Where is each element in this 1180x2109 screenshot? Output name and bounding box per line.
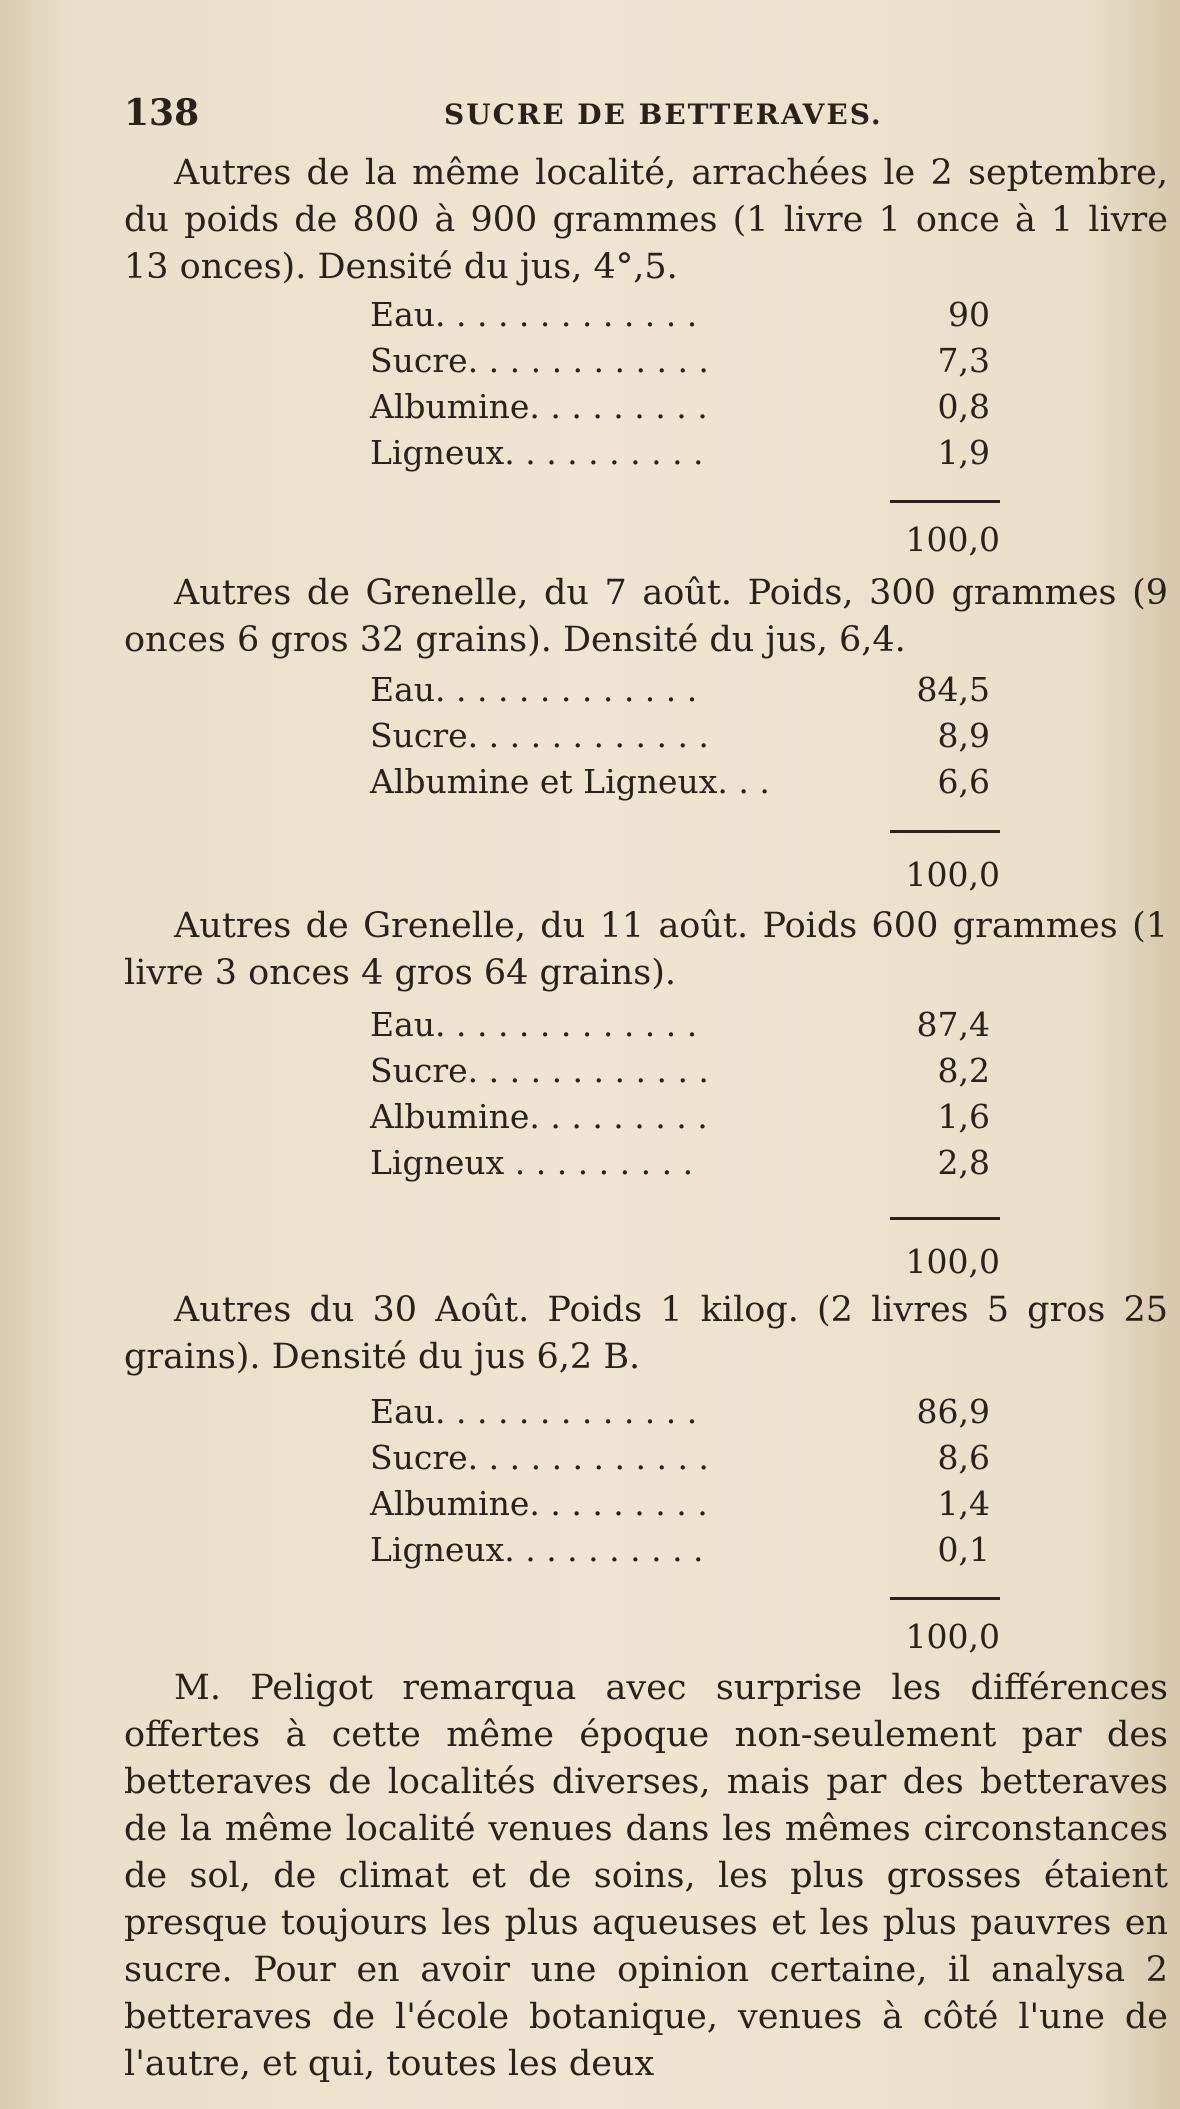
row-label: Sucre. . . . . . . . . . . . bbox=[370, 1438, 709, 1477]
row-value: 86,9 bbox=[916, 1392, 990, 1431]
table-row bbox=[370, 1051, 1010, 1097]
paragraph-5: M. Peligot remarqua avec surprise les différences offertes à cette même époque non-seulement par des betteraves de localités diverses, mais par des betteraves de la même localité venues dans les mêmes circonstances de sol, de climat et de soins, les plus grosses étaient presque toujours les plus aqueuses et les plus pauvres en sucre. Pour en avoir une opinion certaine, il analysa 2 betteraves de l'école botanique, venues à côté l'une de l'autre, et qui, toutes les deux bbox=[124, 1668, 1168, 2084]
paragraph-1: Autres de la même localité, arrachées le 2 septembre, du poids de 800 à 900 grammes (1 livre 1 once à 1 livre 13 onces). Densité du jus, 4°,5. bbox=[124, 153, 1168, 287]
row-value: 0,1 bbox=[937, 1530, 990, 1569]
table-row bbox=[370, 1143, 1010, 1189]
table-total: 100,0 bbox=[905, 855, 1000, 894]
row-value: 7,3 bbox=[937, 341, 990, 380]
row-label: Albumine. . . . . . . . . bbox=[370, 387, 708, 426]
composition-table-1 bbox=[370, 295, 1010, 559]
table-row bbox=[370, 295, 1010, 341]
table-total: 100,0 bbox=[905, 1242, 1000, 1281]
running-title: SUCRE DE BETTERAVES. bbox=[444, 98, 883, 131]
sum-rule bbox=[890, 1597, 1000, 1600]
composition-table-4 bbox=[370, 1392, 1010, 1656]
page-header bbox=[124, 92, 1124, 138]
composition-table-2 bbox=[370, 670, 1010, 894]
row-label: Eau. . . . . . . . . . . . . bbox=[370, 1392, 698, 1431]
row-label: Eau. . . . . . . . . . . . . bbox=[370, 1005, 698, 1044]
composition-table-3 bbox=[370, 1005, 1010, 1281]
row-value: 90 bbox=[948, 295, 990, 334]
paragraph-2: Autres de Grenelle, du 7 août. Poids, 300 grammes (9 onces 6 gros 32 grains). Densité du jus, 6,4. bbox=[124, 573, 1168, 660]
row-value: 2,8 bbox=[937, 1143, 990, 1182]
paragraph-3: Autres de Grenelle, du 11 août. Poids 600 grammes (1 livre 3 onces 4 gros 64 grains). bbox=[124, 906, 1168, 993]
table-total: 100,0 bbox=[905, 1617, 1000, 1656]
table-row bbox=[370, 1484, 1010, 1530]
table-row bbox=[370, 1392, 1010, 1438]
table-row bbox=[370, 716, 1010, 762]
page-number: 138 bbox=[124, 92, 200, 134]
row-label: Ligneux. . . . . . . . . . bbox=[370, 1530, 704, 1569]
table-total: 100,0 bbox=[905, 520, 1000, 559]
row-label: Ligneux . . . . . . . . . bbox=[370, 1143, 694, 1182]
row-value: 8,2 bbox=[937, 1051, 990, 1090]
row-label: Eau. . . . . . . . . . . . . bbox=[370, 295, 698, 334]
row-value: 0,8 bbox=[937, 387, 990, 426]
row-value: 84,5 bbox=[916, 670, 990, 709]
table-row bbox=[370, 341, 1010, 387]
row-value: 8,9 bbox=[937, 716, 990, 755]
row-label: Albumine. . . . . . . . . bbox=[370, 1097, 708, 1136]
row-label: Sucre. . . . . . . . . . . . bbox=[370, 341, 709, 380]
sum-rule bbox=[890, 500, 1000, 503]
paragraph-4: Autres du 30 Août. Poids 1 kilog. (2 livres 5 gros 25 grains). Densité du jus 6,2 B. bbox=[124, 1290, 1168, 1377]
row-label: Albumine et Ligneux. . . bbox=[370, 762, 770, 801]
row-label: Sucre. . . . . . . . . . . . bbox=[370, 1051, 709, 1090]
row-value: 1,9 bbox=[937, 433, 990, 472]
table-row bbox=[370, 433, 1010, 479]
row-value: 1,4 bbox=[937, 1484, 990, 1523]
row-label: Eau. . . . . . . . . . . . . bbox=[370, 670, 698, 709]
row-label: Ligneux. . . . . . . . . . bbox=[370, 433, 704, 472]
sum-rule bbox=[890, 830, 1000, 833]
row-value: 87,4 bbox=[916, 1005, 990, 1044]
table-row bbox=[370, 1438, 1010, 1484]
row-value: 1,6 bbox=[937, 1097, 990, 1136]
table-row bbox=[370, 1005, 1010, 1051]
row-label: Albumine. . . . . . . . . bbox=[370, 1484, 708, 1523]
row-value: 6,6 bbox=[937, 762, 990, 801]
table-row bbox=[370, 762, 1010, 808]
row-value: 8,6 bbox=[937, 1438, 990, 1477]
table-row bbox=[370, 670, 1010, 716]
row-label: Sucre. . . . . . . . . . . . bbox=[370, 716, 709, 755]
table-row bbox=[370, 387, 1010, 433]
sum-rule bbox=[890, 1217, 1000, 1220]
table-row bbox=[370, 1530, 1010, 1576]
table-row bbox=[370, 1097, 1010, 1143]
